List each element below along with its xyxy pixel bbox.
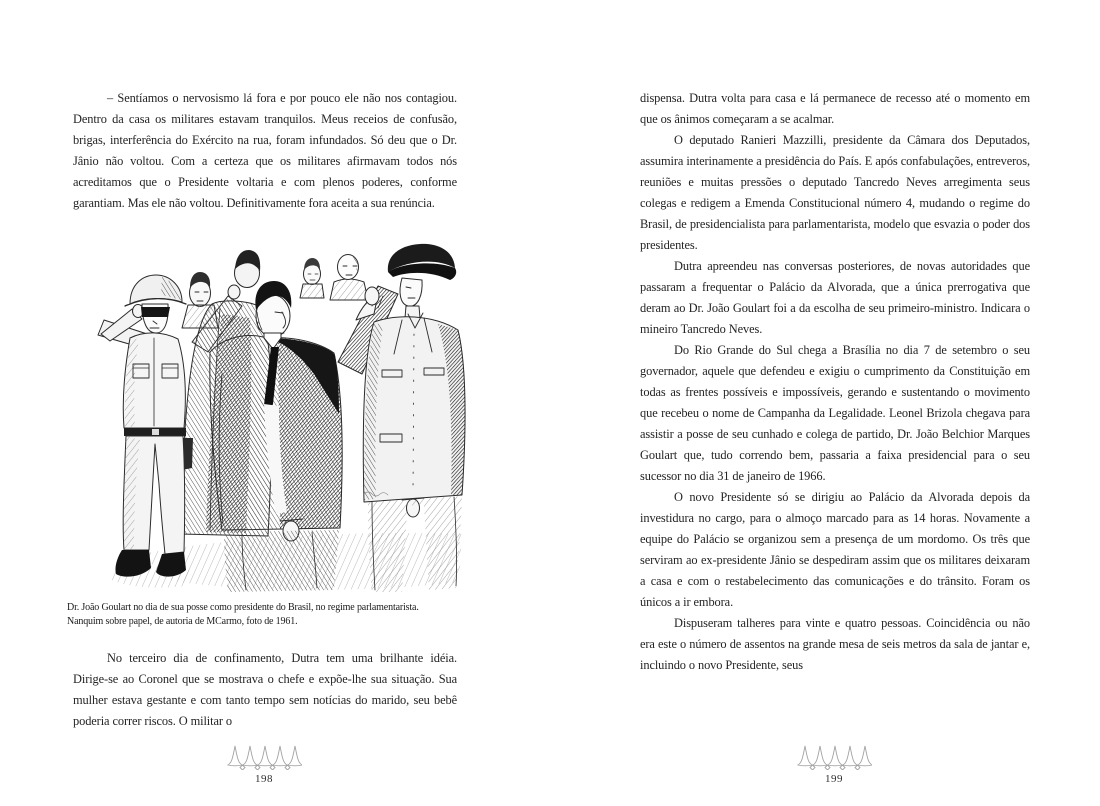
illustration-caption <box>67 601 487 628</box>
caption-line: Nanquim sobre papel, de autoria de MCarmo, foto de 1961. <box>67 615 298 627</box>
paragraph: O novo Presidente só se dirigiu ao Palácio da Alvorada depois da investidura no cargo, para o almoço marcado para as 14 horas. Novamente a equipe do Palácio se organizou sem a presença de um mordomo. Os três que serviram ao ex-presidente Jânio se despediram assim que os militares deixaram a casa e com o restabelecimento das comunicações e do trânsito. Foram os únicos a ir embora. <box>640 490 1030 609</box>
paragraph: O deputado Ranieri Mazzilli, presidente da Câmara dos Deputados, assumira interinamente a presidência do País. E após confabulações, entreveros, reuniões e muitas pressões o deputado Tancredo Neves arregimenta seus colegas e redigem a Emenda Constitucional número 4, mudando o regime do Brasil, de presidencialista para parlamentarista, modelo que esvazia o poder dos presidentes. <box>640 133 1030 252</box>
paragraph: Dispuseram talheres para vinte e quatro pessoas. Coincidência ou não era este o número de assentos na grande mesa de seis metros da sala de jantar e, incluindo o novo Presidente, seus <box>640 616 1030 672</box>
paragraph: – Sentíamos o nervosismo lá fora e por pouco ele não nos contagiou. Dentro da casa os militares estavam tranquilos. Meus receios de confusão, brigas, interferência do Exército na rua, foram infundados. Só deu que o Dr. Jânio não voltou. Com a certeza que os militares afirmavam todos nós acreditamos que o Presidente voltaria e com plenos poderes, conforme garantiam. Mas ele não voltou. Definitivamente fora aceita a sua renúncia. <box>73 91 457 210</box>
caption-line: Dr. João Goulart no dia de sua posse como presidente do Brasil, no regime parlamentarista. <box>67 602 419 613</box>
ink-sketch-saluting-men <box>72 242 470 594</box>
background-head <box>300 258 324 298</box>
left-text-block-2 <box>73 648 457 732</box>
spike-row-ornament-icon <box>226 744 302 770</box>
right-text-block <box>640 88 1030 738</box>
paragraph: Dutra apreendeu nas conversas posteriores, de novas autoridades que passaram a frequentar o Palácio da Alvorada, que a única prerrogativa que deram ao Dr. João Goulart foi a da escolha de seu primeiro-ministro. Indicara o mineiro Tancredo Neves. <box>640 259 1030 336</box>
left-text-block <box>73 88 457 214</box>
page-number: 199 <box>825 773 843 785</box>
page-number: 198 <box>255 773 273 785</box>
right-page-footer <box>640 744 1028 785</box>
soldier-helmet-saluting <box>98 275 193 577</box>
background-bald-man <box>330 255 368 301</box>
paragraph: dispensa. Dutra volta para casa e lá permanece de recesso até o momento em que os ânimos começaram a se acalmar. <box>640 91 1030 126</box>
spike-row-ornament-icon <box>796 744 872 770</box>
illustration-goulart-inauguration <box>72 242 470 594</box>
left-page-footer <box>70 744 458 785</box>
paragraph: Do Rio Grande do Sul chega a Brasília no dia 7 de setembro o seu governador, aquele que defendeu e exigiu o cumprimento da Constituição em todas as frentes possíveis e impossíveis, gerando e sustentando o movimento que recebeu o nome de Campanha da Legalidade. Leonel Brizola chegava para assistir a posse de seu cunhado e colega de partido, Dr. João Belchior Marques Goulart que, tudo correndo bem, passaria a faixa presidencial para o seu sucessor no dia 31 de janeiro de 1966. <box>640 343 1030 483</box>
paragraph: No terceiro dia de confinamento, Dutra tem uma brilhante idéia. Dirige-se ao Coronel que se mostrava o chefe e expõe-lhe sua situação. Sua mulher estava gestante e com tanto tempo sem notícias do marido, seu bebê poderia correr riscos. O militar o <box>73 651 457 728</box>
